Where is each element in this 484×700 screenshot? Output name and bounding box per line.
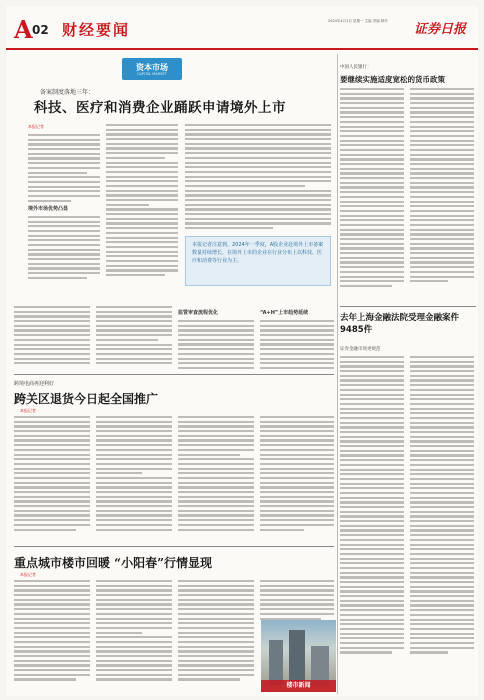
capital-market-tag <box>122 58 182 80</box>
lead-article <box>14 54 334 304</box>
sidebar-divider <box>340 306 476 307</box>
capital-market-tag-title: 资本市场 <box>136 63 168 72</box>
bottom-headline: 重点城市楼市回暖 “小阳春”行情显现 <box>14 556 212 570</box>
lead-byline: 本报记者 <box>28 124 44 129</box>
photo-caption: 楼市新闻 <box>261 680 336 692</box>
bottom-byline: 本报记者 <box>20 572 36 577</box>
lead-callout-text: 本报记者注意到，2024年一季度，A股企业赴境外上市备案数量持续增长，在境外上市的企业在行业分布上以科技、医疗和消费等行业为主。 <box>192 242 324 264</box>
mid-byline: 本报记者 <box>20 408 36 413</box>
lead-headline: 科技、医疗和消费企业踊跃申请境外上市 <box>34 100 286 116</box>
sidebar-article-1-col-1 <box>340 88 404 290</box>
lead-column-2 <box>106 124 178 279</box>
mid-subhead: “A+H”上市趋势延续 <box>260 310 309 316</box>
section-divider-1 <box>14 374 334 375</box>
sidebar-article-1-col-2 <box>410 88 474 285</box>
newspaper-page <box>6 6 478 696</box>
sidebar-headline-2: 去年上海金融法院受理金融案件9485件 <box>340 313 460 335</box>
sidebar-headline-1: 要继续实施适度宽松的货币政策 <box>340 75 445 84</box>
page-number: 02 <box>32 23 49 37</box>
lead-kicker: 备案制度落地三年： <box>40 89 95 96</box>
sidebar-kicker: 中国人民银行： <box>340 65 372 70</box>
column-divider <box>337 54 338 694</box>
lead-subhead-2: 监管审查流程优化 <box>178 310 219 316</box>
masthead <box>6 6 478 50</box>
lead-column-3 <box>185 124 331 232</box>
section-name: 财经要闻 <box>62 21 131 39</box>
lead-subhead-1: 境外市场优势凸显 <box>28 205 69 212</box>
lead-callout-box <box>185 236 331 286</box>
page-letter: A <box>14 15 33 44</box>
capital-market-tag-sub: CAPITAL MARKET <box>137 72 167 76</box>
housing-photo <box>261 620 336 692</box>
sidebar-article-2-col-1 <box>340 356 404 656</box>
newspaper-logo: 证券日报 <box>414 22 467 37</box>
right-sidebar <box>340 54 476 694</box>
sidebar-deck: 证券金融市场更规范 <box>340 347 381 352</box>
lead-column-1 <box>28 124 100 281</box>
masthead-meta: 2024年4月1日 星期一 主编 责编 制作 <box>328 19 388 23</box>
mid-kicker: 跨境电商再迎利好 <box>14 381 55 387</box>
mid-headline: 跨关区退货今日起全国推广 <box>14 392 159 406</box>
sidebar-article-2-col-2 <box>410 356 474 656</box>
section-divider-2 <box>14 546 334 547</box>
